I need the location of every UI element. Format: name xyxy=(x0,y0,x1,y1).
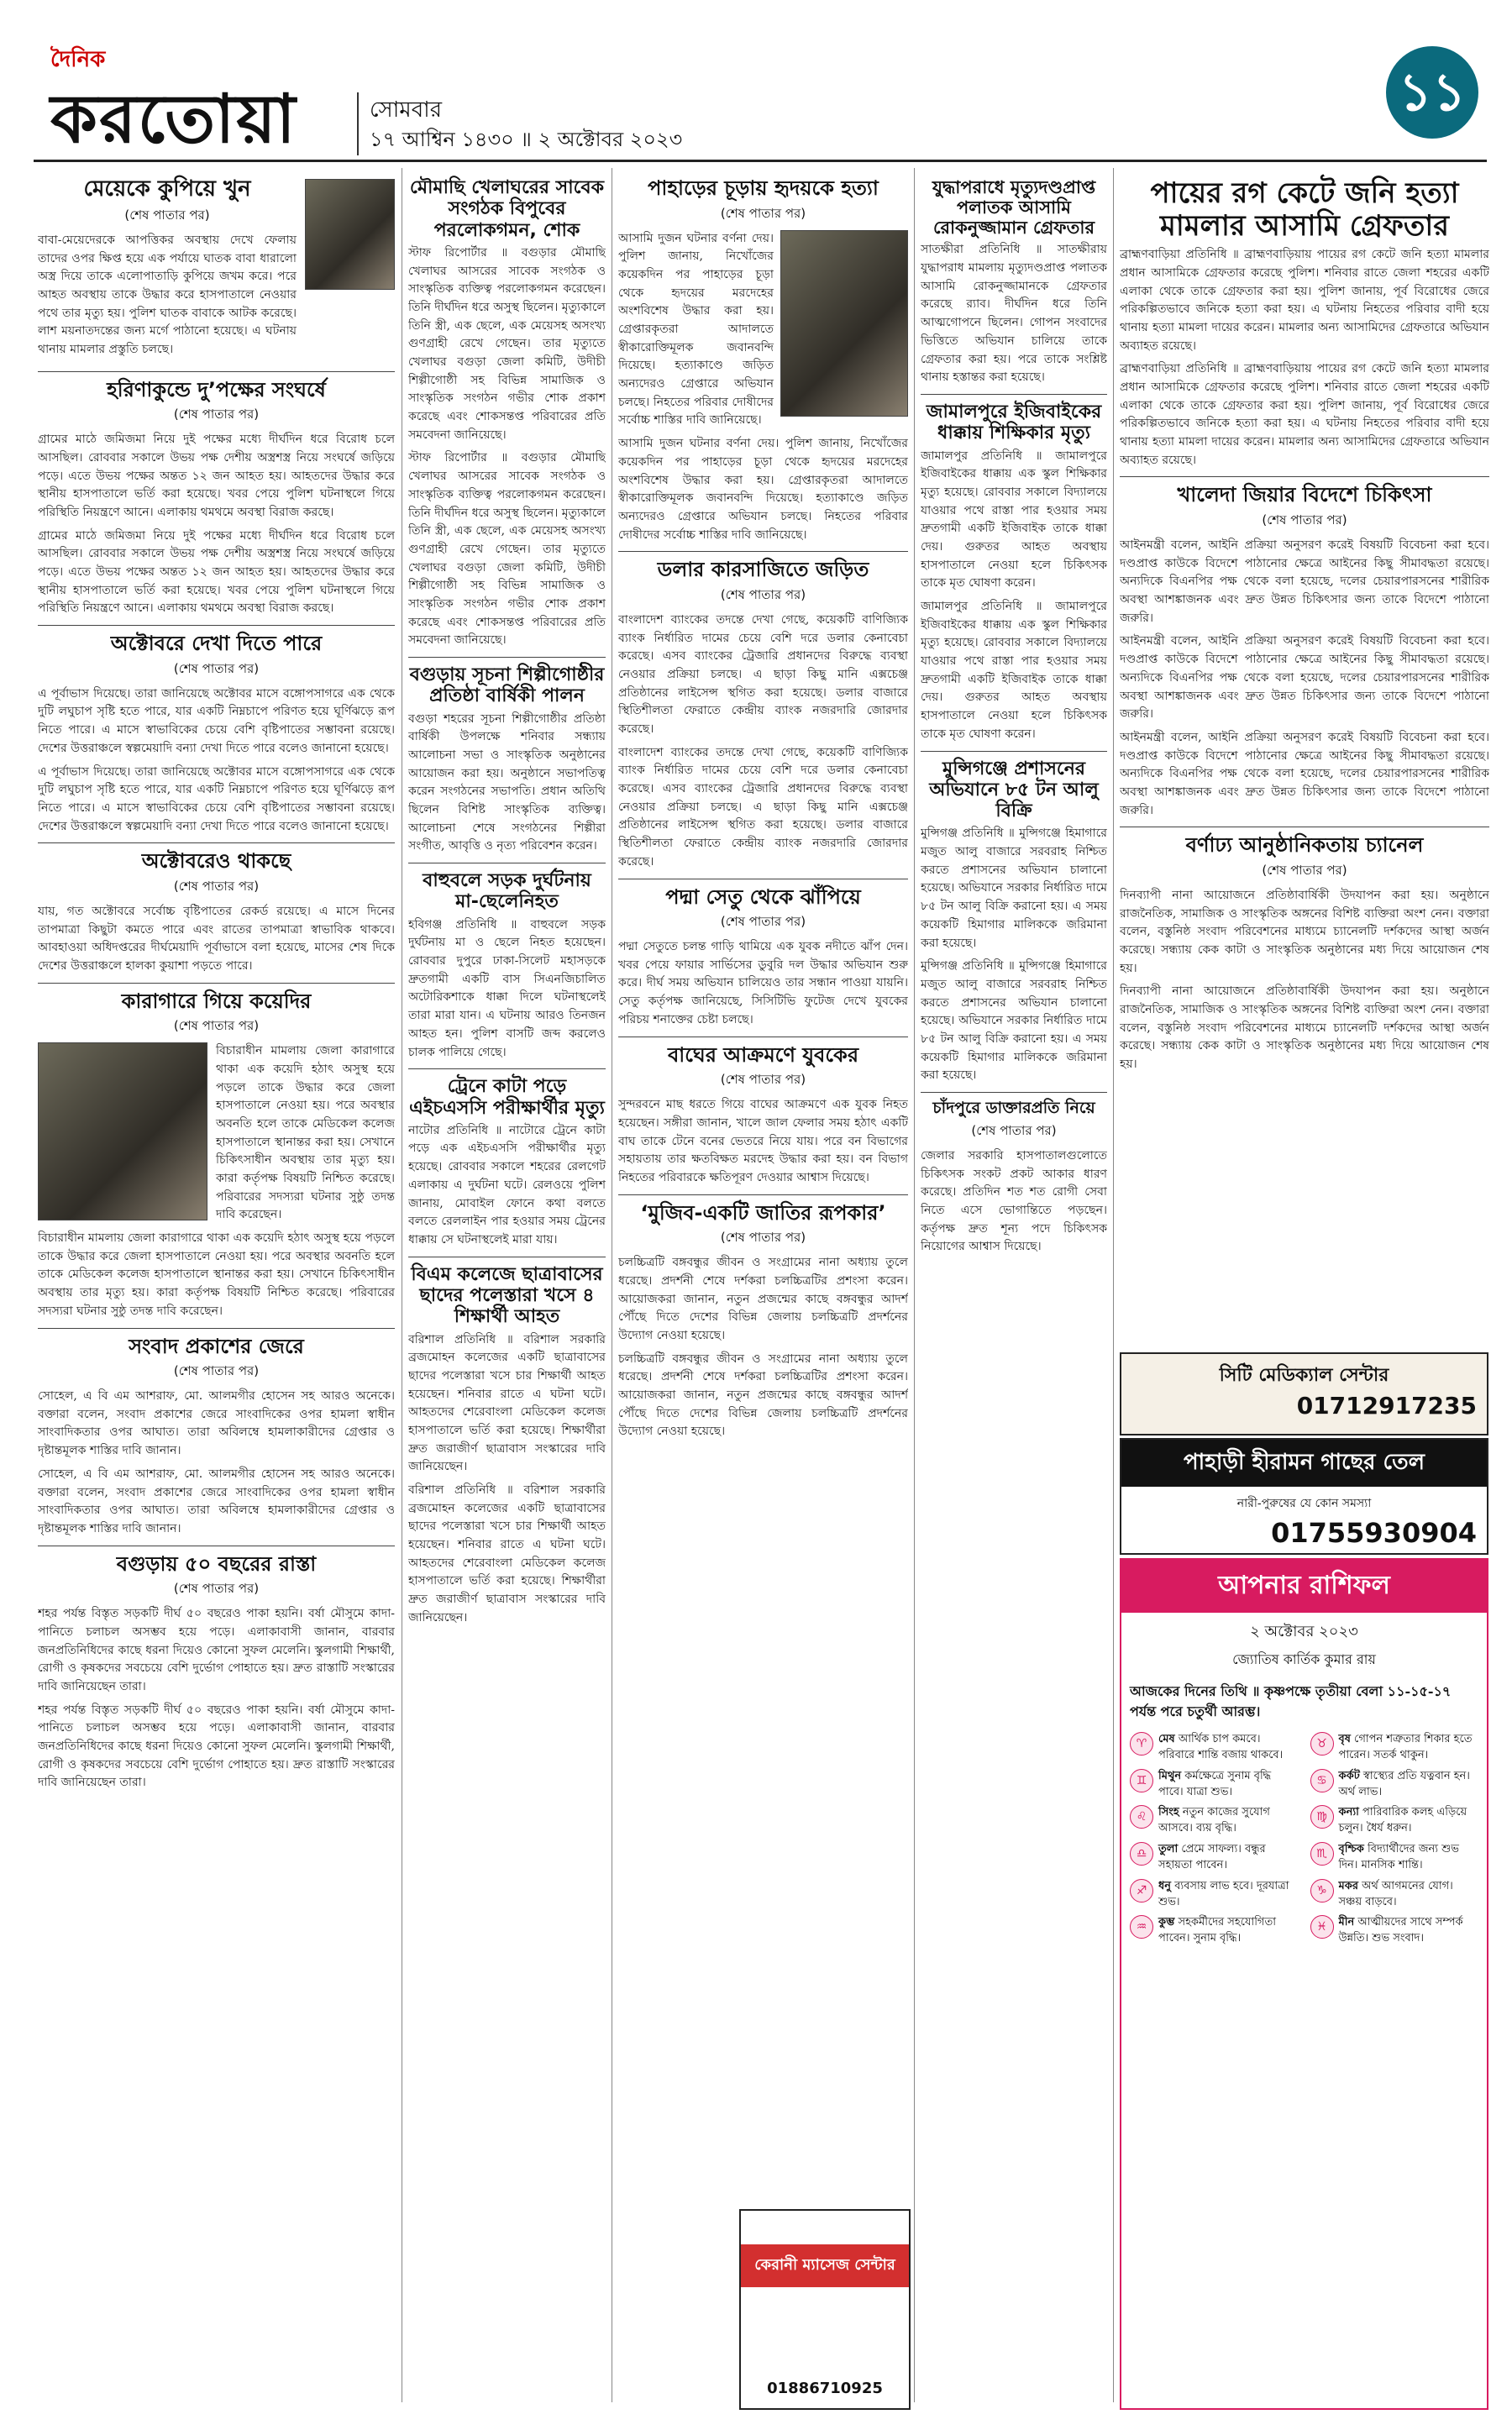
sign-text: নতুন কাজের সুযোগ আসবে। ব্যয় বৃদ্ধি। xyxy=(1158,1806,1270,1835)
headline: বগুড়ায় সূচনা শিল্পীগোষ্ঠীর প্রতিষ্ঠা বার্ষিকী পালন xyxy=(409,664,605,707)
zodiac-icon: ♊ xyxy=(1130,1769,1153,1792)
zodiac-icon: ♓ xyxy=(1310,1915,1334,1939)
column-b xyxy=(408,172,606,2406)
headline: অক্টোবরেও থাকছে xyxy=(141,849,291,874)
horoscope-author: জ্যোতিষ কার্তিক কুমার রায় xyxy=(1232,1651,1376,1667)
article-body: সোহেল, এ বি এম আশরাফ, মো. আলমগীর হোসেন সহ আরও অনেকে। বক্তারা বলেন, সংবাদ প্রকাশের জেরে সাংবাদিকের ওপর হামলা স্বাধীন সাংবাদিকতার ওপর আঘাত। তারা অবিলম্বে হামলাকারীদের গ্রেপ্তার ও দৃষ্টান্তমূলক শাস্তির দাবি জানান। xyxy=(38,1389,395,1458)
sign-text: সহকর্মীদের সহযোগিতা পাবেন। সুনাম বৃদ্ধি। xyxy=(1158,1916,1276,1945)
continued-label: (শেষ পাতার পর) xyxy=(720,586,806,602)
sign-name: কুম্ভ xyxy=(1158,1916,1175,1929)
zodiac-icon: ♏ xyxy=(1310,1842,1334,1866)
divider xyxy=(38,625,395,626)
victim-photo xyxy=(305,179,395,290)
headline: চাঁদপুরে ডাক্তারপ্রতি নিয়ে xyxy=(932,1099,1095,1118)
sign-text: আর্থিক চাপ কমবে। পরিবারে শান্তি বজায় থাকবে। xyxy=(1158,1733,1284,1761)
divider xyxy=(38,842,395,843)
sign-name: মকর xyxy=(1338,1879,1358,1892)
divider xyxy=(408,1068,606,1069)
article-body: বরিশাল প্রতিনিধি ॥ বরিশাল সরকারি ব্রজমোহন কলেজের একটি ছাত্রাবাসের ছাদের পলেস্তারা খসে চার শিক্ষার্থী আহত হয়েছেন। শনিবার রাতে এ ঘটনা ঘটে। আহতদের শেরেবাংলা মেডিকেল কলেজ হাসপাতালে ভর্তি করা হয়েছে। শিক্ষার্থীরা দ্রুত জরাজীর্ণ ছাত্রাবাস সংস্কারের দাবি জানিয়েছেন। xyxy=(408,1332,606,1474)
sign-text: কর্মক্ষেত্রে সুনাম বৃদ্ধি পাবে। যাত্রা শুভ। xyxy=(1158,1769,1272,1798)
headline: মৌমাছি খেলাঘরের সাবেক সংগঠক বিপুবের পরলোকগমন, শোক xyxy=(409,177,605,241)
sign-name: মিথুন xyxy=(1158,1769,1182,1782)
column-d xyxy=(921,172,1107,2406)
horoscope-sign xyxy=(1310,1915,1479,1947)
prisoner-photo xyxy=(38,1042,207,1220)
horoscope-intro: আজকের দিনের তিথি ॥ কৃষ্ণপক্ষে তৃতীয়া বেলা ১১-১৫-১৭ পর্যন্ত পরে চতুর্থী আরম্ভ। xyxy=(1130,1683,1452,1719)
article-body: স্টাফ রিপোর্টার ॥ বগুড়ার মৌমাছি খেলাঘর আসরের সাবেক সংগঠক ও সাংস্কৃতিক ব্যক্তিত্ব পরলোকগমন করেছেন। তিনি দীর্ঘদিন ধরে অসুস্থ ছিলেন। মৃত্যুকালে তিনি স্ত্রী, এক ছেলে, এক মেয়েসহ অসংখ্য গুণগ্রাহী রেখে গেছেন। তার মৃত্যুতে খেলাঘর বগুড়া জেলা কমিটি, উদীচী শিল্পীগোষ্ঠী সহ বিভিন্ন সামাজিক ও সাংস্কৃতিক সংগঠন গভীর শোক প্রকাশ করেছে এবং শোকসন্তপ্ত পরিবারের প্রতি সমবেদনা জানিয়েছে। xyxy=(408,451,606,648)
continued-label: (শেষ পাতার পর) xyxy=(1262,512,1347,528)
article-body: বাংলাদেশ ব্যাংকের তদন্তে দেখা গেছে, কয়েকটি বাণিজ্যিক ব্যাংক নির্ধারিত দামের চেয়ে বেশি দরে ডলার কেনাবেচা করেছে। এসব ব্যাংকের ট্রেজারি প্রধানদের বিরুদ্ধে ব্যবস্থা নেওয়ার প্রক্রিয়া চলছে। এ ছাড়া কিছু মানি এক্সচেঞ্জ প্রতিষ্ঠানের লাইসেন্স স্থগিত করা হয়েছে। ডলার বাজারে স্থিতিশীলতা ফেরাতে কেন্দ্রীয় ব্যাংক নজরদারি জোরদার করেছে। xyxy=(618,612,908,736)
article-body: গ্রামের মাঠে জমিজমা নিয়ে দুই পক্ষের মধ্যে দীর্ঘদিন ধরে বিরোধ চলে আসছিল। রোববার সকালে উভয় পক্ষ দেশীয় অস্ত্রশস্ত্র নিয়ে সংঘর্ষে জড়িয়ে পড়ে। এতে উভয় পক্ষের অন্তত ১২ জন আহত হয়। আহতদের উদ্ধার করে স্থানীয় হাসপাতালে ভর্তি করা হয়েছে। খবর পেয়ে পুলিশ ঘটনাস্থলে গিয়ে পরিস্থিতি নিয়ন্ত্রণে আনে। এলাকায় থমথমে অবস্থা বিরাজ করছে। xyxy=(38,433,395,520)
headline: কারাগারে গিয়ে কয়েদির xyxy=(121,989,312,1013)
sign-name: কন্যা xyxy=(1338,1806,1359,1819)
column-divider xyxy=(1113,168,1114,2402)
headline: হরিণাকুন্ডে দু’পক্ষের সংঘর্ষে xyxy=(107,377,326,402)
article-body: চলচ্চিত্রটি বঙ্গবন্ধুর জীবন ও সংগ্রামের নানা অধ্যায় তুলে ধরেছে। প্রদর্শনী শেষে দর্শকরা চলচ্চিত্রটির প্রশংসা করেন। আয়োজকরা জানান, নতুন প্রজন্মের কাছে বঙ্গবন্ধুর আদর্শ পৌঁছে দিতে দেশের বিভিন্ন জেলায় চলচ্চিত্রটি প্রদর্শনের উদ্যোগ নেওয়া হয়েছে। xyxy=(618,1256,908,1342)
zodiac-icon: ♉ xyxy=(1310,1732,1334,1756)
continued-label: (শেষ পাতার পর) xyxy=(720,914,806,930)
zodiac-icon: ♎ xyxy=(1130,1842,1153,1866)
article-body: দিনব্যাপী নানা আয়োজনে প্রতিষ্ঠাবার্ষিকী উদযাপন করা হয়। অনুষ্ঠানে রাজনৈতিক, সামাজিক ও সাংস্কৃতিক অঙ্গনের বিশিষ্ট ব্যক্তিরা অংশ নেন। বক্তারা বলেন, বস্তুনিষ্ঠ সংবাদ পরিবেশনের মাধ্যমে চ্যানেলটি দর্শকদের আস্থা অর্জন করেছে। সন্ধ্যায় কেক কাটা ও সাংস্কৃতিক অনুষ্ঠানের মধ্য দিয়ে আয়োজন শেষ হয়। xyxy=(1120,984,1489,1072)
continued-label: (শেষ পাতার পর) xyxy=(173,407,260,422)
horoscope-box xyxy=(1120,1558,1488,2410)
divider xyxy=(408,657,606,658)
article-body: এ পূর্বাভাস দিয়েছে। তারা জানিয়েছে অক্টোবর মাসে বঙ্গোপসাগরে এক থেকে দুটি লঘুচাপ সৃষ্টি হতে পারে, যার একটি নিম্নচাপে পরিণত হয়ে ঘূর্ণিঝড়ে রূপ নিতে পারে। এ মাসে স্বাভাবিকের চেয়ে বেশি বৃষ্টিপাতের সম্ভাবনা রয়েছে। দেশের উত্তরাঞ্চলে স্বল্পমেয়াদি বন্যা দেখা দিতে পারে বলেও জানানো হয়েছে। xyxy=(38,764,395,833)
issue-date: ১৭ আশ্বিন ১৪৩০ ॥ ২ অক্টোবর ২০২৩ xyxy=(370,128,683,151)
article-body: শহর পর্যন্ত বিস্তৃত সড়কটি দীর্ঘ ৫০ বছরেও পাকা হয়নি। বর্ষা মৌসুমে কাদা-পানিতে চলাচল অসম্ভব হয়ে পড়ে। এলাকাবাসী জানান, বারবার জনপ্রতিনিধিদের কাছে ধরনা দিয়েও কোনো সুফল মেলেনি। স্কুলগামী শিক্ষার্থী, রোগী ও কৃষকদের সবচেয়ে বেশি দুর্ভোগ পোহাতে হয়। দ্রুত রাস্তাটি সংস্কারের দাবি জানিয়েছেন তারা। xyxy=(38,1607,395,1693)
zodiac-icon: ♍ xyxy=(1310,1805,1334,1829)
article-body: ব্রাহ্মণবাড়িয়া প্রতিনিধি ॥ ব্রাহ্মণবাড়িয়ায় পায়ের রগ কেটে জনি হত্যা মামলার প্রধান আসামিকে গ্রেফতার করেছে পুলিশ। শনিবার রাতে জেলা শহরের একটি এলাকা থেকে তাকে গ্রেফতার করা হয়। পুলিশ জানায়, পূর্ব বিরোধের জেরে পরিকল্পিতভাবে জনিকে হত্যা করা হয়। এ ঘটনায় নিহতের পরিবার বাদী হয়ে থানায় হত্যা মামলা দায়ের করেন। মামলার অন্য আসামিদের গ্রেফতারে অভিযান অব্যাহত রয়েছে। xyxy=(1120,248,1489,353)
ad-title: পাহাড়ী হীরামন গাছের তেল xyxy=(1121,1440,1487,1487)
article-body: সোহেল, এ বি এম আশরাফ, মো. আলমগীর হোসেন সহ আরও অনেকে। বক্তারা বলেন, সংবাদ প্রকাশের জেরে সাংবাদিকের ওপর হামলা স্বাধীন সাংবাদিকতার ওপর আঘাত। তারা অবিলম্বে হামলাকারীদের গ্রেপ্তার ও দৃষ্টান্তমূলক শাস্তির দাবি জানান। xyxy=(38,1467,395,1535)
headline: ট্রেনে কাটা পড়ে এইচএসসি পরীক্ষার্থীর মৃত্যু xyxy=(409,1076,605,1119)
sign-name: বৃষ xyxy=(1338,1733,1351,1745)
continued-label: (শেষ পাতার পর) xyxy=(173,1581,260,1597)
sign-text: স্বাস্থ্যের প্রতি যত্নবান হন। অর্থ লাভ। xyxy=(1338,1769,1470,1798)
continued-label: (শেষ পাতার পর) xyxy=(720,205,806,221)
divider xyxy=(921,394,1107,395)
article-body: মুন্সিগঞ্জ প্রতিনিধি ॥ মুন্সিগঞ্জে হিমাগারে মজুত আলু বাজারে সরবরাহ নিশ্চিত করতে প্রশাসনের অভিযান চালানো হয়েছে। অভিযানে সরকার নির্ধারিত দামে ৮৫ টন আলু বিক্রি করানো হয়। এ সময় কয়েকটি হিমাগার মালিককে জরিমানা করা হয়েছে। xyxy=(921,827,1107,950)
sign-text: অর্থ আগমনের যোগ। সঞ্চয় বাড়বে। xyxy=(1338,1879,1453,1908)
headline: পদ্মা সেতু থেকে ঝাঁপিয়ে xyxy=(665,884,861,909)
horoscope-signs xyxy=(1121,1732,1487,1952)
divider xyxy=(38,371,395,372)
continued-label: (শেষ পাতার পর) xyxy=(720,1072,806,1088)
horoscope-sign xyxy=(1130,1769,1299,1801)
article-body: আইনমন্ত্রী বলেন, আইনি প্রক্রিয়া অনুসরণ করেই বিষয়টি বিবেচনা করা হবে। দণ্ডপ্রাপ্ত কাউকে বিদেশে পাঠানোর ক্ষেত্রে আইনের কিছু সীমাবদ্ধতা রয়েছে। অন্যদিকে বিএনপির পক্ষ থেকে বলা হয়েছে, দলের চেয়ারপারসনের শারীরিক অবস্থা আশঙ্কাজনক এবং দ্রুত উন্নত চিকিৎসার জন্য তাকে বিদেশে পাঠানো জরুরি। xyxy=(1120,634,1489,722)
sign-name: ধনু xyxy=(1158,1879,1172,1892)
article-body: আইনমন্ত্রী বলেন, আইনি প্রক্রিয়া অনুসরণ করেই বিষয়টি বিবেচনা করা হবে। দণ্ডপ্রাপ্ত কাউকে বিদেশে পাঠানোর ক্ষেত্রে আইনের কিছু সীমাবদ্ধতা রয়েছে। অন্যদিকে বিএনপির পক্ষ থেকে বলা হয়েছে, দলের চেয়ারপারসনের শারীরিক অবস্থা আশঙ্কাজনক এবং দ্রুত উন্নত চিকিৎসার জন্য তাকে বিদেশে পাঠানো জরুরি। xyxy=(1120,538,1489,625)
article-body: এ পূর্বাভাস দিয়েছে। তারা জানিয়েছে অক্টোবর মাসে বঙ্গোপসাগরে এক থেকে দুটি লঘুচাপ সৃষ্টি হতে পারে, যার একটি নিম্নচাপে পরিণত হয়ে ঘূর্ণিঝড়ে রূপ নিতে পারে। এ মাসে স্বাভাবিকের চেয়ে বেশি বৃষ্টিপাতের সম্ভাবনা রয়েছে। দেশের উত্তরাঞ্চলে স্বল্পমেয়াদি বন্যা দেখা দিতে পারে বলেও জানানো হয়েছে। xyxy=(38,686,395,755)
sign-text: প্রেমে সাফল্য। বন্ধুর সহায়তা পাবেন। xyxy=(1158,1843,1266,1871)
masthead xyxy=(34,34,1487,162)
zodiac-icon: ♋ xyxy=(1310,1769,1334,1792)
sign-name: মেষ xyxy=(1158,1733,1175,1745)
zodiac-icon: ♌ xyxy=(1130,1805,1153,1829)
horoscope-sign xyxy=(1310,1769,1479,1801)
divider xyxy=(618,551,908,552)
continued-label: (শেষ পাতার পর) xyxy=(173,1018,260,1034)
article-body: বরিশাল প্রতিনিধি ॥ বরিশাল সরকারি ব্রজমোহন কলেজের একটি ছাত্রাবাসের ছাদের পলেস্তারা খসে চার শিক্ষার্থী আহত হয়েছেন। শনিবার রাতে এ ঘটনা ঘটে। আহতদের শেরেবাংলা মেডিকেল কলেজ হাসপাতালে ভর্তি করা হয়েছে। শিক্ষার্থীরা দ্রুত জরাজীর্ণ ছাত্রাবাস সংস্কারের দাবি জানিয়েছেন। xyxy=(408,1483,606,1624)
headline: মুন্সিগঞ্জে প্রশাসনের অভিযানে ৮৫ টন আলু বিক্রি xyxy=(929,758,1099,822)
headline: বগুড়ায় ৫০ বছরের রাস্তা xyxy=(116,1551,317,1576)
continued-label: (শেষ পাতার পর) xyxy=(971,1122,1057,1138)
horoscope-sign xyxy=(1310,1732,1479,1764)
sign-name: সিংহ xyxy=(1158,1806,1179,1819)
article-body: আসামি দুজন ঘটনার বর্ণনা দেয়। পুলিশ জানায়, নিখোঁজের কয়েকদিন পর পাহাড়ের চূড়া থেকে হৃদয়ের মরদেহের অংশবিশেষ উদ্ধার করা হয়। গ্রেপ্তারকৃতরা আদালতে স্বীকারোক্তিমূলক জবানবন্দি দিয়েছে। হত্যাকাণ্ডে জড়িত অন্যদেরও গ্রেপ্তারে অভিযান চলছে। নিহতের পরিবার দোষীদের সর্বোচ্চ শাস্তির দাবি জানিয়েছে। xyxy=(618,231,774,428)
article-body: স্টাফ রিপোর্টার ॥ বগুড়ার মৌমাছি খেলাঘর আসরের সাবেক সংগঠক ও সাংস্কৃতিক ব্যক্তিত্ব পরলোকগমন করেছেন। তিনি দীর্ঘদিন ধরে অসুস্থ ছিলেন। মৃত্যুকালে তিনি স্ত্রী, এক ছেলে, এক মেয়েসহ অসংখ্য গুণগ্রাহী রেখে গেছেন। তার মৃত্যুতে খেলাঘর বগুড়া জেলা কমিটি, উদীচী শিল্পীগোষ্ঠী সহ বিভিন্ন সামাজিক ও সাংস্কৃতিক সংগঠন গভীর শোক প্রকাশ করেছে এবং শোকসন্তপ্ত পরিবারের প্রতি সমবেদনা জানিয়েছে। xyxy=(408,245,606,442)
ad-phone: 01712917235 xyxy=(1296,1392,1477,1420)
continued-label: (শেষ পাতার পর) xyxy=(124,207,210,223)
headline: যুদ্ধাপরাধে মৃত্যুদণ্ডপ্রাপ্ত পলাতক আসামি রোকনুজ্জামান গ্রেফতার xyxy=(932,177,1096,239)
column-c xyxy=(618,172,908,2406)
zodiac-icon: ♒ xyxy=(1130,1915,1153,1939)
sign-name: মীন xyxy=(1338,1916,1355,1929)
accused-photo xyxy=(780,230,908,417)
headline: ডলার কারসাজিতে জড়িত xyxy=(657,558,869,582)
zodiac-icon: ♐ xyxy=(1130,1879,1153,1903)
horoscope-sign xyxy=(1310,1842,1479,1874)
article-body: চলচ্চিত্রটি বঙ্গবন্ধুর জীবন ও সংগ্রামের নানা অধ্যায় তুলে ধরেছে। প্রদর্শনী শেষে দর্শকরা চলচ্চিত্রটির প্রশংসা করেন। আয়োজকরা জানান, নতুন প্রজন্মের কাছে বঙ্গবন্ধুর আদর্শ পৌঁছে দিতে দেশের বিভিন্ন জেলায় চলচ্চিত্রটি প্রদর্শনের উদ্যোগ নেওয়া হয়েছে। xyxy=(618,1351,908,1439)
lead-headline: পায়ের রগ কেটে জনি হত্যা মামলার আসামি গ্রেফতার xyxy=(1150,176,1459,244)
massage-center-advertisement xyxy=(739,2209,911,2410)
article-body: বাবা-মেয়েদেরকে আপত্তিকর অবস্থায় দেখে ফেলায় তাদের ওপর ক্ষিপ্ত হয়ে এক পর্যায়ে ঘাতক বাবা ধারালো অস্ত্র দিয়ে তাকে এলোপাতাড়ি কুপিয়ে জখম করে। পরে আহত অবস্থায় তাকে উদ্ধার করে হাসপাতালে নেওয়ার পথে তার মৃত্যু হয়। পুলিশ ঘাতক বাবাকে আটক করেছে। লাশ ময়নাতদন্তের জন্য মর্গে পাঠানো হয়েছে। এ ঘটনায় থানায় মামলার প্রস্তুতি চলছে। xyxy=(38,233,297,357)
horoscope-date: ২ অক্টোবর ২০২৩ xyxy=(1250,1623,1358,1640)
sign-text: বিদ্যার্থীদের জন্য শুভ দিন। মানসিক শান্তি। xyxy=(1338,1843,1459,1871)
horoscope-title: আপনার রাশিফল xyxy=(1121,1560,1487,1613)
headline: বিএম কলেজে ছাত্রাবাসের ছাদের পলেস্তারা খসে ৪ শিক্ষার্থী আহত xyxy=(411,1263,603,1328)
sign-text: গোপন শত্রুতার শিকার হতে পারেন। সতর্ক থাকুন। xyxy=(1338,1733,1473,1761)
masthead-divider xyxy=(357,92,359,155)
article-body: বিচারাধীন মামলায় জেলা কারাগারে থাকা এক কয়েদি হঠাৎ অসুস্থ হয়ে পড়লে তাকে উদ্ধার করে জেলা হাসপাতালে নেওয়া হয়। পরে অবস্থার অবনতি হলে তাকে মেডিকেল কলেজ হাসপাতালে স্থানান্তর করা হয়। সেখানে চিকিৎসাধীন অবস্থায় তার মৃত্যু হয়। কারা কর্তৃপক্ষ বিষয়টি নিশ্চিত করেছে। পরিবারের সদস্যরা ঘটনার সুষ্ঠু তদন্ত দাবি করেছেন। xyxy=(216,1044,395,1222)
column-divider xyxy=(914,168,915,2402)
column-a xyxy=(38,172,395,2406)
article-body: শহর পর্যন্ত বিস্তৃত সড়কটি দীর্ঘ ৫০ বছরেও পাকা হয়নি। বর্ষা মৌসুমে কাদা-পানিতে চলাচল অসম্ভব হয়ে পড়ে। এলাকাবাসী জানান, বারবার জনপ্রতিনিধিদের কাছে ধরনা দিয়েও কোনো সুফল মেলেনি। স্কুলগামী শিক্ষার্থী, রোগী ও কৃষকদের সবচেয়ে বেশি দুর্ভোগ পোহাতে হয়। দ্রুত রাস্তাটি সংস্কারের দাবি জানিয়েছেন তারা। xyxy=(38,1703,395,1790)
horoscope-sign xyxy=(1130,1915,1299,1947)
article-body: বগুড়া শহরের সূচনা শিল্পীগোষ্ঠীর প্রতিষ্ঠা বার্ষিকী উপলক্ষে শনিবার সন্ধ্যায় আলোচনা সভা ও সাংস্কৃতিক অনুষ্ঠানের আয়োজন করা হয়। অনুষ্ঠানে সভাপতিত্ব করেন সংগঠনের সভাপতি। প্রধান অতিথি ছিলেন বিশিষ্ট সাংস্কৃতিক ব্যক্তিত্ব। আলোচনা শেষে সংগঠনের শিল্পীরা সংগীত, আবৃত্তি ও নৃত্য পরিবেশন করেন। xyxy=(408,711,606,853)
article-body: আইনমন্ত্রী বলেন, আইনি প্রক্রিয়া অনুসরণ করেই বিষয়টি বিবেচনা করা হবে। দণ্ডপ্রাপ্ত কাউকে বিদেশে পাঠানোর ক্ষেত্রে আইনের কিছু সীমাবদ্ধতা রয়েছে। অন্যদিকে বিএনপির পক্ষ থেকে বলা হয়েছে, দলের চেয়ারপারসনের শারীরিক অবস্থা আশঙ্কাজনক এবং দ্রুত উন্নত চিকিৎসার জন্য তাকে বিদেশে পাঠানো জরুরি। xyxy=(1120,730,1489,817)
zodiac-icon: ♈ xyxy=(1130,1732,1153,1756)
sign-name: বৃশ্চিক xyxy=(1338,1843,1364,1856)
article-body: হবিগঞ্জ প্রতিনিধি ॥ বাহুবলে সড়ক দুর্ঘটনায় মা ও ছেলে নিহত হয়েছেন। রোববার দুপুরে ঢাকা-সিলেট মহাসড়কে দ্রুতগামী একটি বাস সিএনজিচালিত অটোরিকশাকে ধাক্কা দিলে ঘটনাস্থলেই তারা মারা যান। এ ঘটনায় আরও তিনজন আহত হন। পুলিশ বাসটি জব্দ করলেও চালক পালিয়ে গেছে। xyxy=(408,917,606,1059)
article-body: আসামি দুজন ঘটনার বর্ণনা দেয়। পুলিশ জানায়, নিখোঁজের কয়েকদিন পর পাহাড়ের চূড়া থেকে হৃদয়ের মরদেহের অংশবিশেষ উদ্ধার করা হয়। গ্রেপ্তারকৃতরা আদালতে স্বীকারোক্তিমূলক জবানবন্দি দিয়েছে। হত্যাকাণ্ডে জড়িত অন্যদেরও গ্রেপ্তারে অভিযান চলছে। নিহতের পরিবার দোষীদের সর্বোচ্চ শাস্তির দাবি জানিয়েছে। xyxy=(618,437,908,542)
ad-phone: 01755930904 xyxy=(1271,1517,1477,1549)
sign-name: তুলা xyxy=(1158,1843,1179,1856)
horoscope-sign xyxy=(1310,1805,1479,1837)
horoscope-sign xyxy=(1130,1842,1299,1874)
ad-subtitle: নারী-পুরুষের যে কোন সমস্যা xyxy=(1236,1497,1372,1510)
article-body: বিচারাধীন মামলায় জেলা কারাগারে থাকা এক কয়েদি হঠাৎ অসুস্থ হয়ে পড়লে তাকে উদ্ধার করে জেলা হাসপাতালে নেওয়া হয়। পরে অবস্থার অবনতি হলে তাকে মেডিকেল কলেজ হাসপাতালে স্থানান্তর করা হয়। সেখানে চিকিৎসাধীন অবস্থায় তার মৃত্যু হয়। কারা কর্তৃপক্ষ বিষয়টি নিশ্চিত করেছে। পরিবারের সদস্যরা ঘটনার সুষ্ঠু তদন্ত দাবি করেছেন। xyxy=(38,1231,395,1318)
continued-label: (শেষ পাতার পর) xyxy=(720,1230,806,1246)
article-body: বাংলাদেশ ব্যাংকের তদন্তে দেখা গেছে, কয়েকটি বাণিজ্যিক ব্যাংক নির্ধারিত দামের চেয়ে বেশি দরে ডলার কেনাবেচা করেছে। এসব ব্যাংকের ট্রেজারি প্রধানদের বিরুদ্ধে ব্যবস্থা নেওয়ার প্রক্রিয়া চলছে। এ ছাড়া কিছু মানি এক্সচেঞ্জ প্রতিষ্ঠানের লাইসেন্স স্থগিত করা হয়েছে। ডলার বাজারে স্থিতিশীলতা ফেরাতে কেন্দ্রীয় ব্যাংক নজরদারি জোরদার করেছে। xyxy=(618,745,908,869)
herbal-oil-advertisement xyxy=(1120,1438,1488,1555)
headline: বর্ণাঢ্য আনুষ্ঠানিকতায় চ্যানেল xyxy=(1185,833,1424,858)
continued-label: (শেষ পাতার পর) xyxy=(1262,862,1347,878)
article-body: ব্রাহ্মণবাড়িয়া প্রতিনিধি ॥ ব্রাহ্মণবাড়িয়ায় পায়ের রগ কেটে জনি হত্যা মামলার প্রধান আসামিকে গ্রেফতার করেছে পুলিশ। শনিবার রাতে জেলা শহরের একটি এলাকা থেকে তাকে গ্রেফতার করা হয়। পুলিশ জানায়, পূর্ব বিরোধের জেরে পরিকল্পিতভাবে জনিকে হত্যা করা হয়। এ ঘটনায় নিহতের পরিবার বাদী হয়ে থানায় হত্যা মামলা দায়ের করেন। মামলার অন্য আসামিদের গ্রেফতারে অভিযান অব্যাহত রয়েছে। xyxy=(1120,362,1489,467)
article-body: মুন্সিগঞ্জ প্রতিনিধি ॥ মুন্সিগঞ্জে হিমাগারে মজুত আলু বাজারে সরবরাহ নিশ্চিত করতে প্রশাসনের অভিযান চালানো হয়েছে। অভিযানে সরকার নির্ধারিত দামে ৮৫ টন আলু বিক্রি করানো হয়। এ সময় কয়েকটি হিমাগার মালিককে জরিমানা করা হয়েছে। xyxy=(921,959,1107,1083)
continued-label: (শেষ পাতার পর) xyxy=(173,1363,260,1379)
article-body: জেলার সরকারি হাসপাতালগুলোতে চিকিৎসক সংকট প্রকট আকার ধারণ করেছে। প্রতিদিন শত শত রোগী সেবা নিতে এসে ভোগান্তিতে পড়ছেন। কর্তৃপক্ষ দ্রুত শূন্য পদে চিকিৎসক নিয়োগের আশ্বাস দিয়েছে। xyxy=(921,1148,1107,1254)
article-body: সাতক্ষীরা প্রতিনিধি ॥ সাতক্ষীরায় যুদ্ধাপরাধ মামলায় মৃত্যুদণ্ডপ্রাপ্ত পলাতক আসামি রোকনুজ্জামানকে গ্রেফতার করেছে র‌্যাব। দীর্ঘদিন ধরে তিনি আত্মগোপনে ছিলেন। গোপন সংবাদের ভিত্তিতে অভিযান চালিয়ে তাকে গ্রেফতার করা হয়। পরে তাকে সংশ্লিষ্ট থানায় হস্তান্তর করা হয়েছে। xyxy=(921,243,1107,385)
horoscope-sign xyxy=(1130,1732,1299,1764)
divider xyxy=(1120,476,1489,477)
sign-text: পারিবারিক কলহ এড়িয়ে চলুন। ধৈর্য ধরুন। xyxy=(1338,1806,1467,1835)
sign-name: কর্কট xyxy=(1338,1769,1360,1782)
headline: জামালপুরে ইজিবাইকের ধাক্কায় শিক্ষিকার মৃত্যু xyxy=(926,401,1102,444)
article-body: পদ্মা সেতুতে চলন্ত গাড়ি থামিয়ে এক যুবক নদীতে ঝাঁপ দেন। খবর পেয়ে ফায়ার সার্ভিসের ডুবুরি দল উদ্ধার অভিযান শুরু করে। দীর্ঘ সময় অভিযান চালিয়েও তার সন্ধান পাওয়া যায়নি। সেতু কর্তৃপক্ষ জানিয়েছে, সিসিটিভি ফুটেজ দেখে যুবকের পরিচয় শনাক্তের চেষ্টা চলছে। xyxy=(618,940,908,1026)
headline: বাঘের আক্রমণে যুবকের xyxy=(667,1042,859,1067)
sign-text: ব্যবসায় লাভ হবে। দূরযাত্রা শুভ। xyxy=(1158,1879,1289,1908)
headline: অক্টোবরে দেখা দিতে পারে xyxy=(110,632,323,656)
ad-phone: 01886710925 xyxy=(767,2380,883,2397)
continued-label: (শেষ পাতার পর) xyxy=(173,878,260,894)
logo-prefix: দৈনিক xyxy=(50,47,106,72)
continued-label: (শেষ পাতার পর) xyxy=(173,660,260,676)
headline: মেয়েকে কুপিয়ে খুন xyxy=(83,176,251,202)
ad-title: সিটি মেডিক্যাল সেন্টার xyxy=(1219,1365,1389,1386)
clinic-advertisement xyxy=(1120,1352,1488,1435)
headline: সংবাদ প্রকাশের জেরে xyxy=(129,1334,304,1358)
issue-day: সোমবার xyxy=(370,97,443,123)
article-body: জামালপুর প্রতিনিধি ॥ জামালপুরে ইজিবাইকের ধাক্কায় এক স্কুল শিক্ষিকার মৃত্যু হয়েছে। রোববার সকালে বিদ্যালয়ে যাওয়ার পথে রাস্তা পার হওয়ার সময় দ্রুতগামী একটি ইজিবাইক তাকে ধাক্কা দেয়। গুরুতর আহত অবস্থায় হাসপাতালে নেওয়া হলে চিকিৎসক তাকে মৃত ঘোষণা করেন। xyxy=(921,449,1107,590)
divider xyxy=(618,1194,908,1195)
headline: খালেদা জিয়ার বিদেশে চিকিৎসা xyxy=(1177,483,1432,507)
newspaper-logo: করতোয়া xyxy=(50,80,297,158)
sign-text: আত্মীয়দের সাথে সম্পর্ক উন্নতি। শুভ সংবাদ। xyxy=(1338,1916,1463,1945)
divider xyxy=(38,1328,395,1329)
divider xyxy=(38,983,395,984)
article-body: যায়, গত অক্টোবরে সর্বোচ্চ বৃষ্টিপাতের রেকর্ড রয়েছে। এ মাসে দিনের তাপমাত্রা কিছুটা কমতে পারে এবং রাতের তাপমাত্রা স্বাভাবিক থাকবে। আবহাওয়া অধিদপ্তরের দীর্ঘমেয়াদি পূর্বাভাসে বলা হয়েছে, মাসের শেষ দিকে দেশের উত্তরাঞ্চলে হালকা কুয়াশা পড়তে পারে। xyxy=(38,904,395,973)
article-body: জামালপুর প্রতিনিধি ॥ জামালপুরে ইজিবাইকের ধাক্কায় এক স্কুল শিক্ষিকার মৃত্যু হয়েছে। রোববার সকালে বিদ্যালয়ে যাওয়ার পথে রাস্তা পার হওয়ার সময় দ্রুতগামী একটি ইজিবাইক তাকে ধাক্কা দেয়। গুরুতর আহত অবস্থায় হাসপাতালে নেওয়া হলে চিকিৎসক তাকে মৃত ঘোষণা করেন। xyxy=(921,600,1107,741)
headline: ‘মুজিব-একটি জাতির রূপকার’ xyxy=(640,1200,886,1225)
horoscope-sign xyxy=(1310,1879,1479,1911)
zodiac-icon: ♑ xyxy=(1310,1879,1334,1903)
headline: পাহাড়ের চূড়ায় হৃদয়কে হত্যা xyxy=(648,176,879,200)
article-body: নাটোর প্রতিনিধি ॥ নাটোরে ট্রেনে কাটা পড়ে এক এইচএসসি পরীক্ষার্থীর মৃত্যু হয়েছে। রোববার সকালে শহরের রেলগেট এলাকায় এ দুর্ঘটনা ঘটে। রেলওয়ে পুলিশ জানায়, মোবাইল ফোনে কথা বলতে বলতে রেললাইন পার হওয়ার সময় ট্রেনের ধাক্কায় সে ঘটনাস্থলেই মারা যায়। xyxy=(408,1123,606,1246)
article-body: দিনব্যাপী নানা আয়োজনে প্রতিষ্ঠাবার্ষিকী উদযাপন করা হয়। অনুষ্ঠানে রাজনৈতিক, সামাজিক ও সাংস্কৃতিক অঙ্গনের বিশিষ্ট ব্যক্তিরা অংশ নেন। বক্তারা বলেন, বস্তুনিষ্ঠ সংবাদ পরিবেশনের মাধ্যমে চ্যানেলটি দর্শকদের আস্থা অর্জন করেছে। সন্ধ্যায় কেক কাটা ও সাংস্কৃতিক অনুষ্ঠানের মধ্য দিয়ে আয়োজন শেষ হয়। xyxy=(1120,888,1489,975)
article-body: গ্রামের মাঠে জমিজমা নিয়ে দুই পক্ষের মধ্যে দীর্ঘদিন ধরে বিরোধ চলে আসছিল। রোববার সকালে উভয় পক্ষ দেশীয় অস্ত্রশস্ত্র নিয়ে সংঘর্ষে জড়িয়ে পড়ে। এতে উভয় পক্ষের অন্তত ১২ জন আহত হয়। আহতদের উদ্ধার করে স্থানীয় হাসপাতালে ভর্তি করা হয়েছে। খবর পেয়ে পুলিশ ঘটনাস্থলে গিয়ে পরিস্থিতি নিয়ন্ত্রণে আনে। এলাকায় থমথমে অবস্থা বিরাজ করছে। xyxy=(38,528,395,616)
column-e xyxy=(1120,172,1489,1348)
horoscope-sign xyxy=(1130,1805,1299,1837)
divider xyxy=(921,1092,1107,1093)
horoscope-sign xyxy=(1130,1879,1299,1911)
article-body: সুন্দরবনে মাছ ধরতে গিয়ে বাঘের আক্রমণে এক যুবক নিহত হয়েছেন। সঙ্গীরা জানান, খালে জাল ফেলার সময় হঠাৎ একটি বাঘ তাকে টেনে বনের ভেতরে নিয়ে যায়। পরে বন বিভাগের সহায়তায় তার ক্ষতবিক্ষত মরদেহ উদ্ধার করা হয়। বন বিভাগ নিহতের পরিবারকে ক্ষতিপূরণ দেওয়ার আশ্বাস দিয়েছে। xyxy=(618,1098,908,1184)
divider xyxy=(921,751,1107,752)
ad-title: কেরানী ম্যাসেজ সেন্টার xyxy=(741,2244,909,2287)
headline: বাহুবলে সড়ক দুর্ঘটনায় মা-ছেলেনিহত xyxy=(423,870,591,913)
page-number-badge: ১১ xyxy=(1386,46,1478,139)
